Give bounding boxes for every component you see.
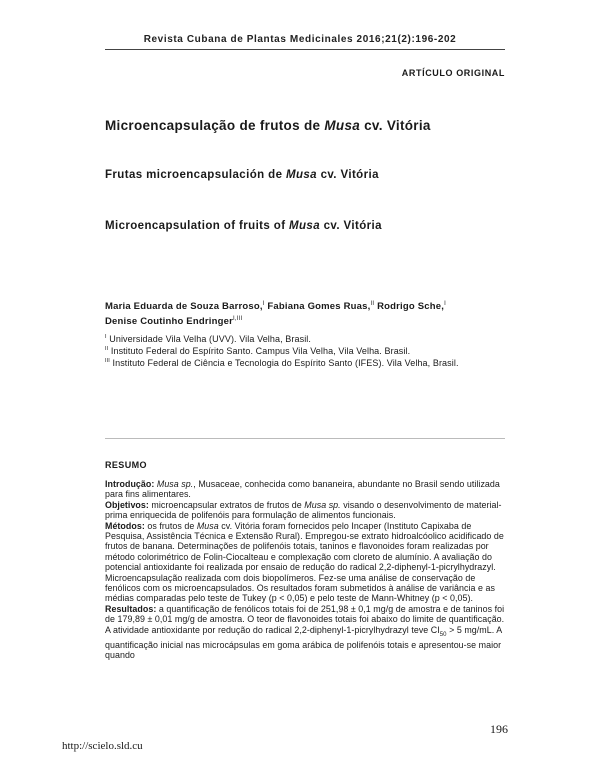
author-1: Maria Eduarda de Souza Barroso, (105, 301, 263, 313)
title-en-before: Microencapsulation of fruits of (105, 220, 290, 232)
intro-italic: Musa sp. (154, 479, 194, 489)
author-2: Fabiana Gomes Ruas, (264, 301, 371, 313)
article-type: ARTÍCULO ORIGINAL (401, 68, 505, 78)
author-3: Rodrigo Sche, (374, 301, 445, 313)
title-es-after: cv. Vitória (316, 169, 379, 181)
met-label: Métodos: (105, 520, 145, 531)
title-es-italic: Musa (285, 169, 317, 181)
abstract-objectives (105, 500, 507, 521)
title-en-italic: Musa (289, 220, 321, 232)
author-4-sup: I,III (232, 316, 243, 323)
footer-url[interactable]: http://scielo.sld.cu (62, 740, 143, 752)
section-divider (105, 438, 505, 439)
title-portuguese (105, 118, 431, 133)
author-2-sup: II (370, 301, 375, 307)
affiliation-1-sup: I (105, 334, 107, 340)
affiliation-3 (105, 358, 459, 368)
affiliation-2 (105, 346, 410, 356)
obj-label: Objetivos: (105, 499, 149, 510)
obj-italic: Musa sp. (304, 499, 341, 510)
abstract-methods (105, 521, 507, 604)
res-text-1: a quantificação de fenólicos totais foi de 251,98 ± 0,1 mg/g de amostra e de taninos foi de 179,89 ± 0,01 mg/g de amostra. O teor de flavonoides totais foi abaixo do limite de quantificação. A atividade antioxidante por redução do radical 2,2-diphenyl-1-picrylhydrazyl teve CI (105, 603, 505, 635)
res-text-2: > 5 mg/mL. A quantificação inicial nas microcápsulas em goma arábica de polifenóis totais e apresentou-se maior quando (105, 624, 502, 661)
affiliation-2-sup: II (105, 346, 109, 352)
author-3-sup: I (444, 301, 446, 307)
obj-text-2: visando o desenvolvimento de material-prima enriquecida de polifenóis para formulação de alimentos funcionais. (105, 499, 502, 521)
affiliation-1-text: Universidade Vila Velha (UVV). Vila Velha, Brasil. (106, 334, 312, 344)
abstract-heading: RESUMO (105, 460, 147, 470)
abstract-introduction (105, 479, 507, 500)
author-1-sup: I (262, 301, 265, 307)
title-en-after: cv. Vitória (320, 220, 382, 232)
res-subscript: 50 (439, 631, 447, 638)
title-es-before: Frutas microencapsulación de (105, 169, 286, 181)
title-spanish (105, 169, 379, 181)
res-label: Resultados: (105, 603, 157, 614)
met-text-1: os frutos de (144, 520, 197, 531)
met-text-2: cv. Vitória foram fornecidos pelo Incaper (Instituto Capixaba de Pesquisa, Assistência Técnica e Extensão Rural). Empregou-se extrato hidroalcóolico acidificado de frutos de banana. Determinações de polifenóis totais, taninos e flavonoides foram realizadas por método colorimétrico de Folin-Ciocalteau e complexação com cloreto de alumínio. A avaliação do potencial antioxidante foi realizada por ensaio de redução do radical 2,2-diphenyl-1-picrylhydrazyl. Microencapsulação realizada com dois biopolímeros. Fez-se uma análise de conservação de fenólicos com os microencapsulados. Os resultados foram submetidos à análise de variância e as médias comparadas pelo teste de Tukey (p < 0,05) e pelo teste de Mann-Whitney (p < 0,05). (105, 520, 504, 604)
author-4: Denise Coutinho Endringer (105, 316, 233, 328)
author-list (105, 298, 505, 328)
affiliation-3-sup: III (105, 358, 110, 364)
met-italic: Musa (196, 520, 219, 531)
affiliation-3-text: Instituto Federal de Ciência e Tecnologia do Espírito Santo (IFES). Vila Velha, Brasil. (109, 358, 459, 368)
affiliation-1 (105, 334, 311, 344)
affiliation-2-text: Instituto Federal do Espírito Santo. Campus Vila Velha, Vila Velha. Brasil. (108, 346, 411, 356)
intro-text: , Musaceae, conhecida como bananeira, abundante no Brasil sendo utilizada para fins alimentares. (105, 479, 500, 500)
header-rule (105, 49, 505, 50)
page-number: 196 (490, 722, 508, 736)
abstract-body (105, 479, 507, 661)
title-pt-before: Microencapsulação de frutos de (105, 118, 325, 133)
obj-text-1: microencapsular extratos de frutos de (148, 499, 305, 510)
journal-header: Revista Cubana de Plantas Medicinales 2016;21(2):196-202 (143, 34, 457, 45)
title-pt-italic: Musa (324, 118, 361, 133)
intro-label: Introdução: (105, 479, 155, 489)
abstract-results (105, 604, 507, 661)
title-english (105, 220, 382, 232)
title-pt-after: cv. Vitória (360, 118, 431, 133)
